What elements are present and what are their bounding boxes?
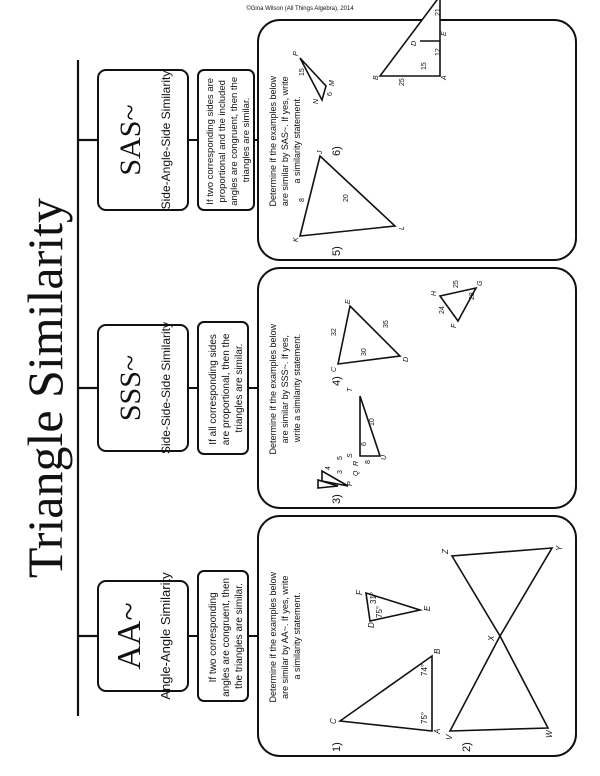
sss-instr-line-2: are similar by SSS~. If yes, — [280, 335, 290, 444]
angle-d-label: 75° — [375, 605, 384, 618]
vertex-e2: E — [345, 299, 352, 304]
aa-name: Angle-Angle Similarity — [158, 572, 173, 700]
angle-f-label: 31° — [369, 591, 378, 604]
aa-def-line-2: angles are congruent, then — [221, 577, 232, 697]
side-pr: 4 — [325, 466, 332, 470]
angle-a-label: 75° — [420, 711, 429, 724]
vertex-u: U — [381, 454, 388, 460]
side-nm: 6 — [327, 92, 334, 96]
column-sas — [98, 0, 576, 260]
sas-def-line-4: triangles are similar. — [241, 97, 252, 183]
vertex-f: F — [355, 590, 364, 595]
vertex-m: M — [329, 80, 336, 86]
sas-def-line-3: angles are congruent, then the — [229, 76, 240, 206]
vertex-p: P — [347, 481, 354, 486]
aa-instr-line-2: are similar by AA~. If yes, write — [280, 575, 290, 699]
side-pq: 3 — [337, 470, 344, 474]
sss-abbr: SSS~ — [114, 354, 147, 422]
aa-instr-line-1: Determine if the examples below — [268, 571, 278, 703]
side-cd: 30 — [361, 348, 368, 356]
vertex-z: Z — [441, 549, 450, 554]
vertex-d3: D — [411, 40, 418, 46]
angle-b-label: 74° — [420, 663, 429, 676]
vertex-c: C — [329, 718, 338, 724]
vertex-n: N — [313, 98, 320, 104]
sss-def-line-1: If all corresponding sides — [208, 334, 219, 445]
vertex-p2: P — [293, 51, 300, 56]
side-de: 35 — [383, 320, 390, 328]
side-fg: 28 — [469, 292, 476, 300]
sas-abbr: SAS~ — [114, 104, 147, 176]
vertex-c2: C — [331, 366, 338, 372]
vertex-b2: B — [373, 75, 380, 80]
vertex-r: R — [353, 460, 360, 466]
aa-instr-line-3: a similarity statement. — [292, 592, 302, 680]
problem-6-number: 6) — [331, 146, 343, 156]
side-15: 15 — [421, 62, 428, 70]
side-tu: 10 — [369, 418, 376, 426]
side-ce: 32 — [331, 328, 338, 336]
vertex-y: Y — [555, 545, 564, 551]
problem-3-number: 3) — [331, 494, 343, 504]
vertex-l: L — [399, 226, 406, 230]
sss-examples-box — [258, 268, 576, 508]
vertex-t: T — [347, 387, 354, 392]
copyright: ©Gina Wilson (All Things Algebra), 2014 — [246, 6, 354, 12]
side-21: 21 — [435, 8, 442, 16]
vertex-a: A — [433, 728, 442, 734]
aa-def-line-3: the triangles are similar. — [234, 583, 245, 689]
side-fh: 24 — [439, 306, 446, 314]
sss-def-line-3: triangles are similar. — [234, 343, 245, 433]
vertex-q: Q — [353, 470, 360, 476]
side-np: 15 — [299, 68, 306, 76]
sas-name: Side-Angle-Side Similarity — [159, 70, 173, 210]
column-aa — [98, 516, 576, 756]
vertex-f2: F — [451, 323, 458, 328]
vertex-k: K — [293, 237, 300, 242]
vertex-w: W — [545, 730, 554, 738]
aa-abbr: AA~ — [111, 602, 148, 670]
side-gh: 25 — [453, 280, 460, 288]
sss-name: Side-Side-Side Similarity — [159, 321, 173, 455]
sas-def-line-1: If two corresponding sides are — [205, 77, 216, 205]
side-st: 6 — [361, 442, 368, 446]
problem-4-number: 4) — [331, 376, 343, 386]
vertex-a2: A — [441, 75, 448, 80]
side-kl: 20 — [343, 194, 350, 202]
page-title: Triangle Similarity — [17, 197, 73, 579]
sss-instr-line-1: Determine if the examples below — [268, 323, 278, 455]
vertex-h: H — [431, 290, 438, 296]
vertex-e3: E — [441, 31, 448, 36]
side-su: 8 — [365, 460, 372, 464]
vertex-b: B — [433, 648, 442, 654]
header-connectors — [78, 60, 98, 716]
sas-instr-line-2: are similar by SAS~. If yes, write — [280, 76, 290, 207]
aa-def-line-1: If two corresponding — [208, 592, 219, 683]
side-25: 25 — [399, 78, 406, 86]
problem-1-number: 1) — [331, 742, 343, 752]
aa-definition — [208, 575, 245, 697]
sss-instr-line-3: write a similarity statement. — [292, 333, 302, 443]
vertex-g: G — [477, 280, 484, 286]
side-qr: 5 — [337, 456, 344, 460]
vertex-d2: D — [403, 356, 410, 362]
problem-5-number: 5) — [331, 246, 343, 256]
vertex-x: X — [487, 635, 496, 641]
sss-definition — [208, 331, 245, 446]
vertex-j: J — [317, 150, 324, 154]
vertex-s: S — [347, 453, 354, 458]
sas-def-line-2: proportional and the included — [217, 80, 228, 203]
sss-def-line-2: are proportional, then the — [221, 333, 232, 446]
column-sss — [98, 268, 576, 508]
sas-instr-line-1: Determine if the examples below — [268, 75, 278, 207]
sas-instr-line-3: a similarity statement. — [292, 96, 302, 184]
problem-2-number: 2) — [461, 742, 473, 752]
side-kj: 8 — [299, 198, 306, 202]
vertex-v: V — [445, 734, 454, 740]
vertex-d: D — [367, 622, 376, 628]
sss-instructions — [268, 321, 302, 454]
side-12: 12 — [435, 48, 442, 56]
vertex-e: E — [423, 605, 432, 611]
